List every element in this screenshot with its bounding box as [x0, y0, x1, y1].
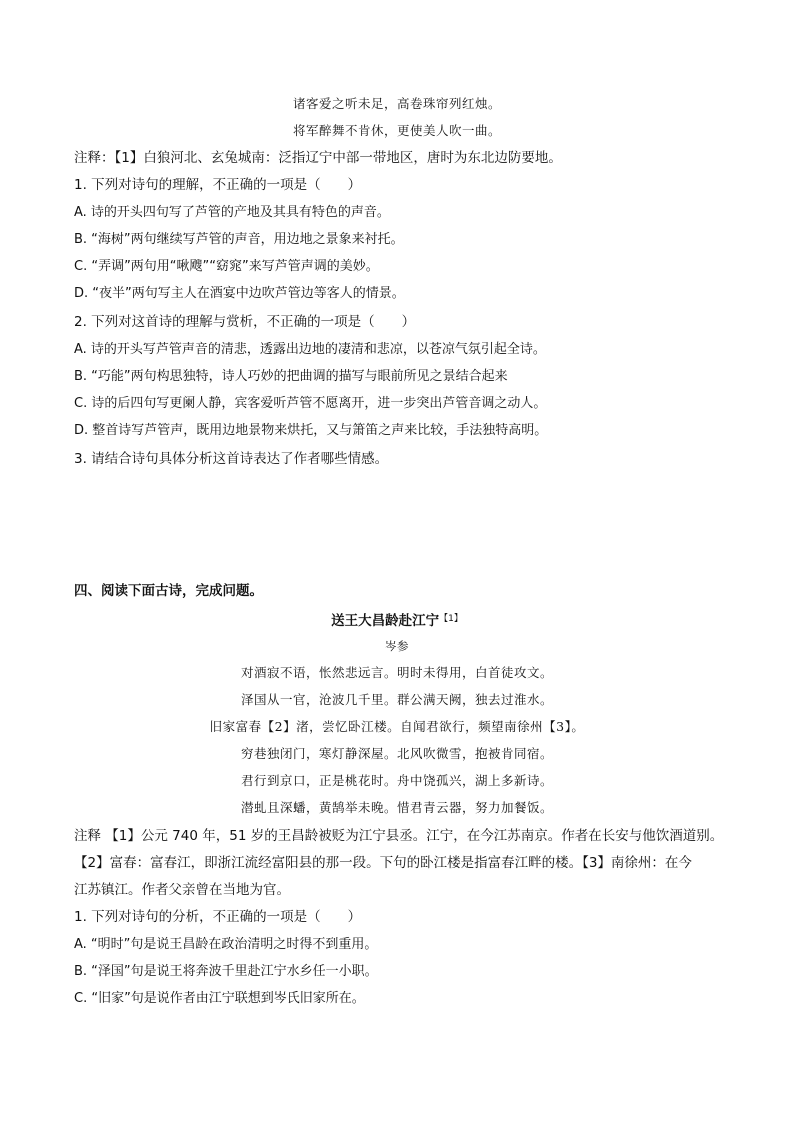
- poem2-author: 岑参: [385, 639, 409, 653]
- poem2-line-6: 潜虬且深蟠，黄鹄举未晚。惜君青云器，努力加餐饭。: [240, 800, 553, 815]
- poem2-title: 送王大昌龄赴江宁: [331, 613, 440, 629]
- s4-q1-option-c: C. “旧家”句是说作者由江宁联想到岑氏旧家所在。: [74, 991, 365, 1006]
- poem1-note: 注释：【1】白狼河北、玄兔城南：泛指辽宁中部一带地区，唐时为东北边防要地。: [74, 150, 562, 166]
- s4-q1-option-a: A. “明时”句是说王昌龄在政治清明之时得不到重用。: [74, 937, 378, 952]
- section4-heading: 四、阅读下面古诗，完成问题。: [74, 583, 263, 599]
- poem2-line-3: 旧家富春【2】渚，尝忆卧江楼。自闻君欲行，频望南徐州【3】。: [209, 719, 585, 734]
- poem2-note-line-2: 【2】富春：富春江，即浙江流经富阳县的那一段。下句的卧江楼是指富春江畔的楼。【3】南徐州：在今: [74, 855, 692, 871]
- q1-option-c: C. “弄调”两句用“啾飕”“窈窕”来写芦管声调的美妙。: [74, 259, 379, 274]
- poem2-title-footnote-mark: 【1】: [439, 614, 463, 624]
- poem1-line-1: 诸客爱之听未足，高卷珠帘列红烛。: [292, 96, 501, 111]
- q2-option-c: C. 诗的后四句写更阑人静，宾客爱听芦管不愿离开，进一步突出芦管音调之动人。: [74, 396, 547, 411]
- q1-option-d: D. “夜半”两句写主人在酒宴中边吹芦管边等客人的情景。: [74, 286, 405, 301]
- poem2-line-5: 君行到京口，正是桃花时。舟中饶孤兴，湖上多新诗。: [240, 773, 553, 788]
- poem2-line-4: 穷巷独闭门，寒灯静深屋。北风吹微雪，抱被肯同宿。: [240, 746, 553, 761]
- poem2-line-1: 对酒寂不语，怅然悲远言。明时未得用，白首徒攻文。: [240, 665, 553, 680]
- poem2-title-row: [0, 609, 794, 631]
- poem2-note-line-1: 注释 【1】公元 740 年，51 岁的王昌龄被贬为江宁县丞。江宁，在今江苏南京。作者在长安与他饮酒道别。: [74, 828, 724, 844]
- poem2-line-2: 泽国从一官，沧波几千里。群公满天阙，独去过淮水。: [240, 692, 553, 707]
- q2-option-d: D. 整首诗写芦管声，既用边地景物来烘托，又与箫笛之声来比较，手法独特高明。: [74, 423, 548, 438]
- q2-option-b: B. “巧能”两句构思独特，诗人巧妙的把曲调的描写与眼前所见之景结合起来: [74, 369, 508, 384]
- s4-q1-stem: 1. 下列对诗句的分析，不正确的一项是（ ）: [74, 909, 362, 925]
- q1-option-b: B. “海树”两句继续写芦管的声音，用边地之景象来衬托。: [74, 232, 404, 247]
- q2-stem: 2. 下列对这首诗的理解与赏析，不正确的一项是（ ）: [74, 314, 416, 330]
- q1-option-a: A. 诗的开头四句写了芦管的产地及其具有特色的声音。: [74, 205, 390, 220]
- q1-stem: 1. 下列对诗句的理解，不正确的一项是（ ）: [74, 177, 362, 193]
- s4-q1-option-b: B. “泽国”句是说王将奔波千里赴江宁水乡任一小职。: [74, 964, 378, 979]
- q2-option-a: A. 诗的开头写芦管声音的清悲，透露出边地的凄清和悲凉，以苍凉气氛引起全诗。: [74, 342, 546, 357]
- poem1-line-2: 将军醉舞不肯休，更使美人吹一曲。: [292, 123, 501, 138]
- q3-stem: 3. 请结合诗句具体分析这首诗表达了作者哪些情感。: [74, 451, 389, 467]
- poem2-note-line-3: 江苏镇江。作者父亲曾在当地为官。: [74, 882, 290, 898]
